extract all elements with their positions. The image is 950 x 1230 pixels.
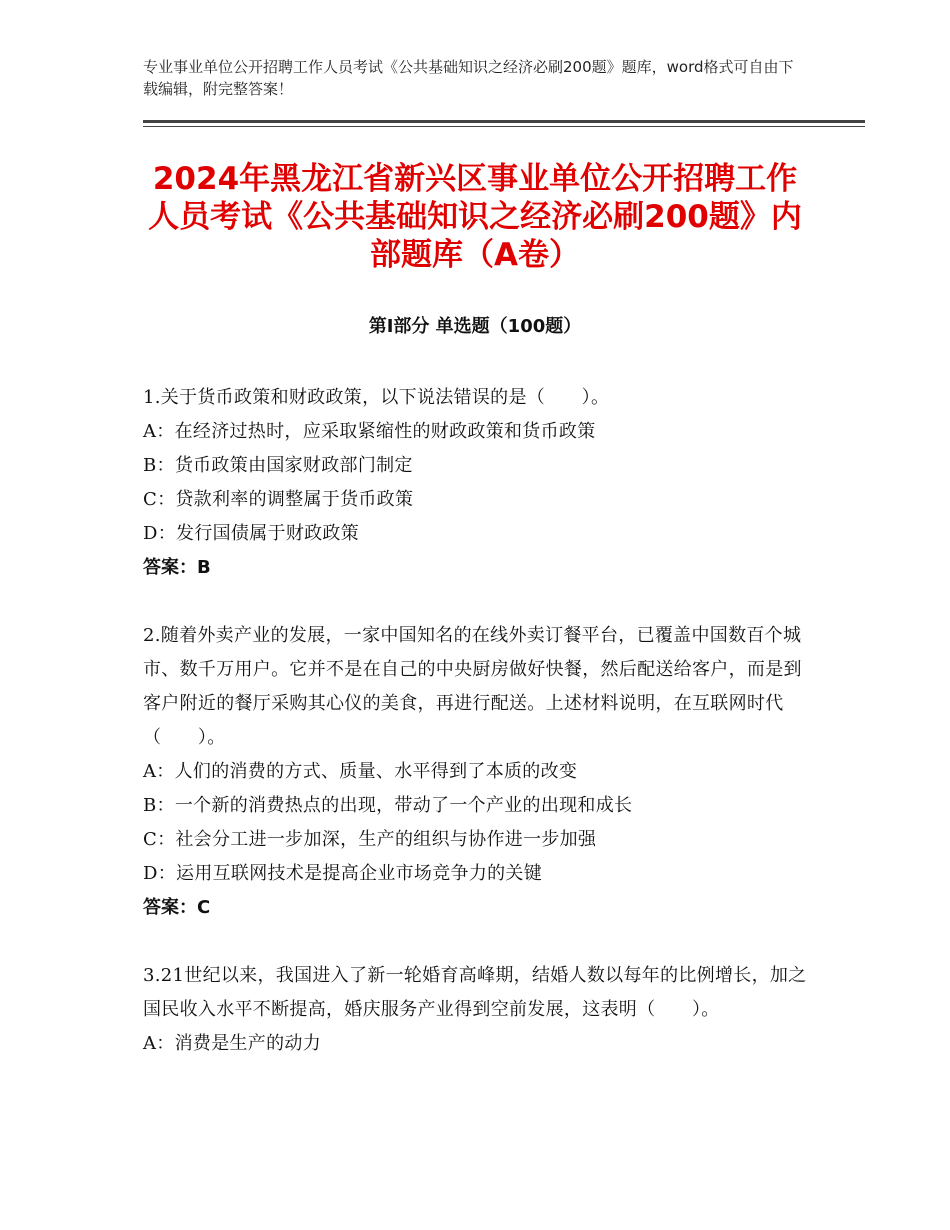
- header-divider-thin: [143, 126, 865, 127]
- option-d: D：运用互联网技术是提高企业市场竞争力的关键: [143, 863, 543, 884]
- option-c: C：贷款利率的调整属于货币政策: [143, 489, 414, 510]
- option-b: B：货币政策由国家财政部门制定: [143, 455, 413, 476]
- document-title: 2024年黑龙江省新兴区事业单位公开招聘工作人员考试《公共基础知识之经济必刷200题》内部题库（A卷）: [148, 161, 802, 273]
- option-c: C：社会分工进一步加深，生产的组织与协作进一步加强: [143, 829, 597, 850]
- answer: 答案：C: [143, 897, 211, 918]
- question-1: [143, 381, 807, 585]
- question-2: [143, 619, 807, 925]
- question-3: [143, 959, 807, 1061]
- answer: 答案：B: [143, 557, 211, 578]
- question-stem: 3.21世纪以来，我国进入了新一轮婚育高峰期，结婚人数以每年的比例增长，加之国民收入水平不断提高，婚庆服务产业得到空前发展，这表明（ ）。: [143, 965, 807, 1020]
- option-b: B：一个新的消费热点的出现，带动了一个产业的出现和成长: [143, 795, 633, 816]
- header-divider-thick: [143, 120, 865, 123]
- question-stem: 1.关于货币政策和财政政策，以下说法错误的是（ ）。: [143, 387, 610, 408]
- option-d: D：发行国债属于财政政策: [143, 523, 360, 544]
- option-a: A：在经济过热时，应采取紧缩性的财政政策和货币政策: [143, 421, 596, 442]
- question-stem: 2.随着外卖产业的发展，一家中国知名的在线外卖订餐平台，已覆盖中国数百个城市、数千万用户。它并不是在自己的中央厨房做好快餐，然后配送给客户，而是到客户附近的餐厅采购其心仪的美食，再进行配送。上述材料说明，在互联网时代（ ）。: [143, 625, 802, 748]
- section-title: 第Ⅰ部分 单选题（100题）: [368, 316, 582, 337]
- question-list: [143, 381, 807, 1095]
- option-a: A：消费是生产的动力: [143, 1033, 321, 1054]
- option-a: A：人们的消费的方式、质量、水平得到了本质的改变: [143, 761, 578, 782]
- header-note: 专业事业单位公开招聘工作人员考试《公共基础知识之经济必刷200题》题库，word格式可自由下载编辑，附完整答案！: [143, 58, 794, 98]
